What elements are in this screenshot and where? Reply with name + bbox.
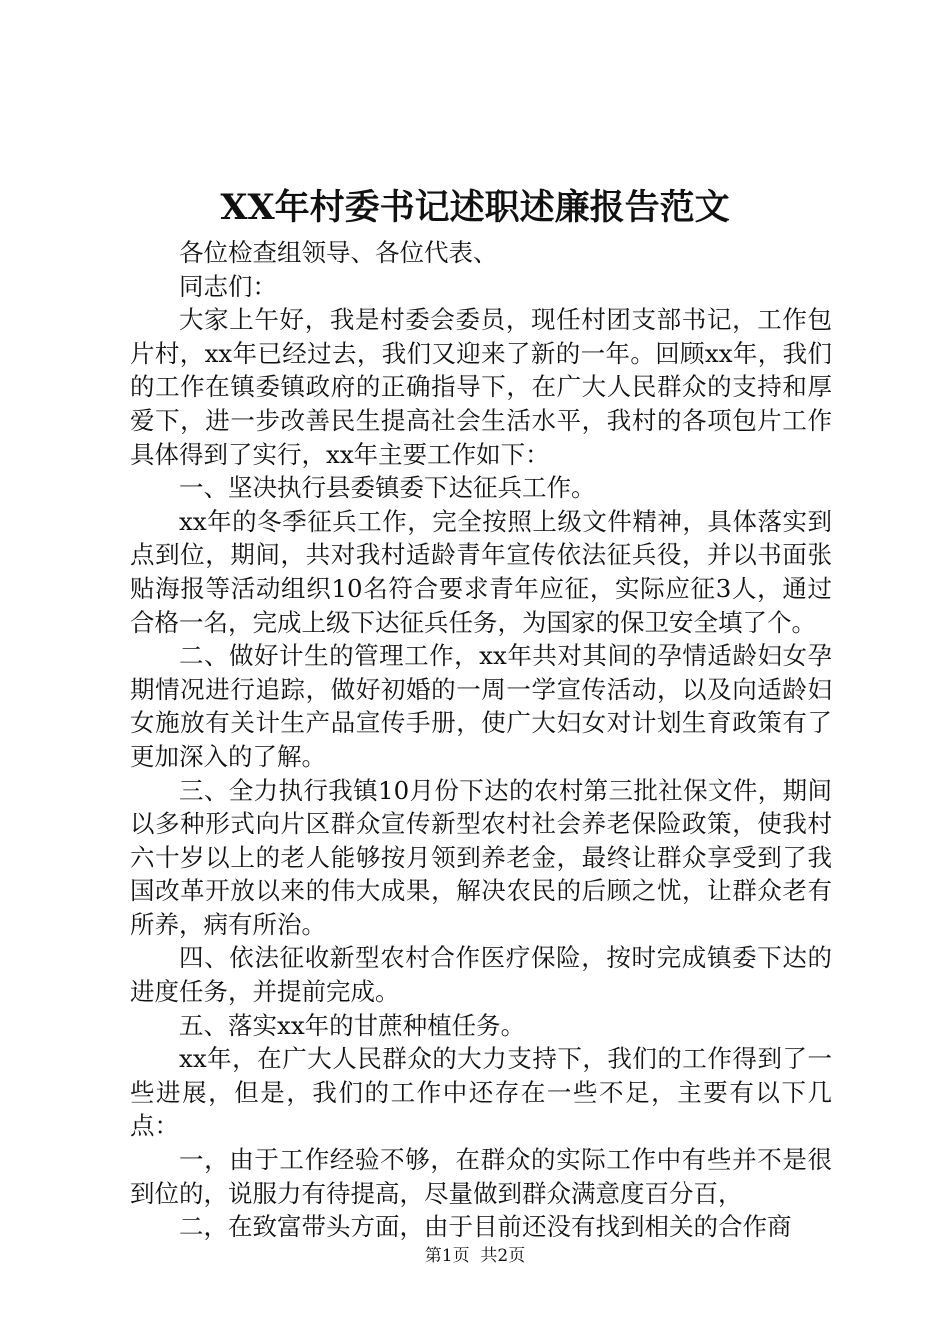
body-paragraph: 大家上午好，我是村委会委员，现任村团支部书记，工作包片村，xx年已经过去，我们又迎来了新的一年。回顾xx年，我们的工作在镇委镇政府的正确指导下，在广大人民群众的支持和厚爱下，进一步改善民生提高社会生活水平，我村的各项包片工作具体得到了实行，xx年主要工作如下：	[130, 305, 832, 469]
body-paragraph: 四、依法征收新型农村合作医疗保险，按时完成镇委下达的进度任务，并提前完成。	[130, 943, 832, 1007]
body-paragraph: xx年的冬季征兵工作，完全按照上级文件精神，具体落实到点到位，期间，共对我村适龄青年宣传依法征兵役，并以书面张贴海报等活动组织10名符合要求青年应征，实际应征3人，通过合格一名，完成上级下达征兵任务，为国家的保卫安全填了个。	[130, 506, 832, 637]
page-total: 共2页	[480, 1246, 526, 1266]
document-body	[130, 236, 832, 1244]
salutation-line-1: 各位检查组领导、各位代表、	[179, 238, 498, 267]
document-title: XX年村委书记述职述廉报告范文	[220, 187, 730, 228]
page-number: 第1页	[424, 1246, 470, 1266]
body-paragraph: 二，在致富带头方面，由于目前还没有找到相关的合作商	[179, 1212, 792, 1242]
body-paragraph: 二、做好计生的管理工作，xx年共对其间的孕情适龄妇女孕期情况进行追踪，做好初婚的一周一学宣传活动，以及向适龄妇女施放有关计生产品宣传手册，使广大妇女对计划生育政策有了更加深入的了解。	[130, 641, 832, 771]
body-paragraph: xx年，在广大人民群众的大力支持下，我们的工作得到了一些进展，但是，我们的工作中还存在一些不足，主要有以下几点：	[130, 1044, 832, 1141]
salutation-line-2: 同志们：	[179, 271, 277, 301]
body-paragraph: 三、全力执行我镇10月份下达的农村第三批社保文件，期间以多种形式向片区群众宣传新型农村社会养老保险政策，使我村六十岁以上的老人能够按月领到养老金，最终让群众享受到了我国改革开放以来的伟大成果，解决农民的后顾之忧，让群众老有所养，病有所治。	[130, 775, 832, 939]
page-footer	[0, 1244, 950, 1268]
section-heading: 一、坚决执行县委镇委下达征兵工作。	[179, 473, 596, 503]
section-heading: 五、落实xx年的甘蔗种植任务。	[179, 1010, 526, 1040]
body-paragraph: 一，由于工作经验不够，在群众的实际工作中有些并不是很到位的，说服力有待提高，尽量做到群众满意度百分百，	[130, 1145, 832, 1208]
